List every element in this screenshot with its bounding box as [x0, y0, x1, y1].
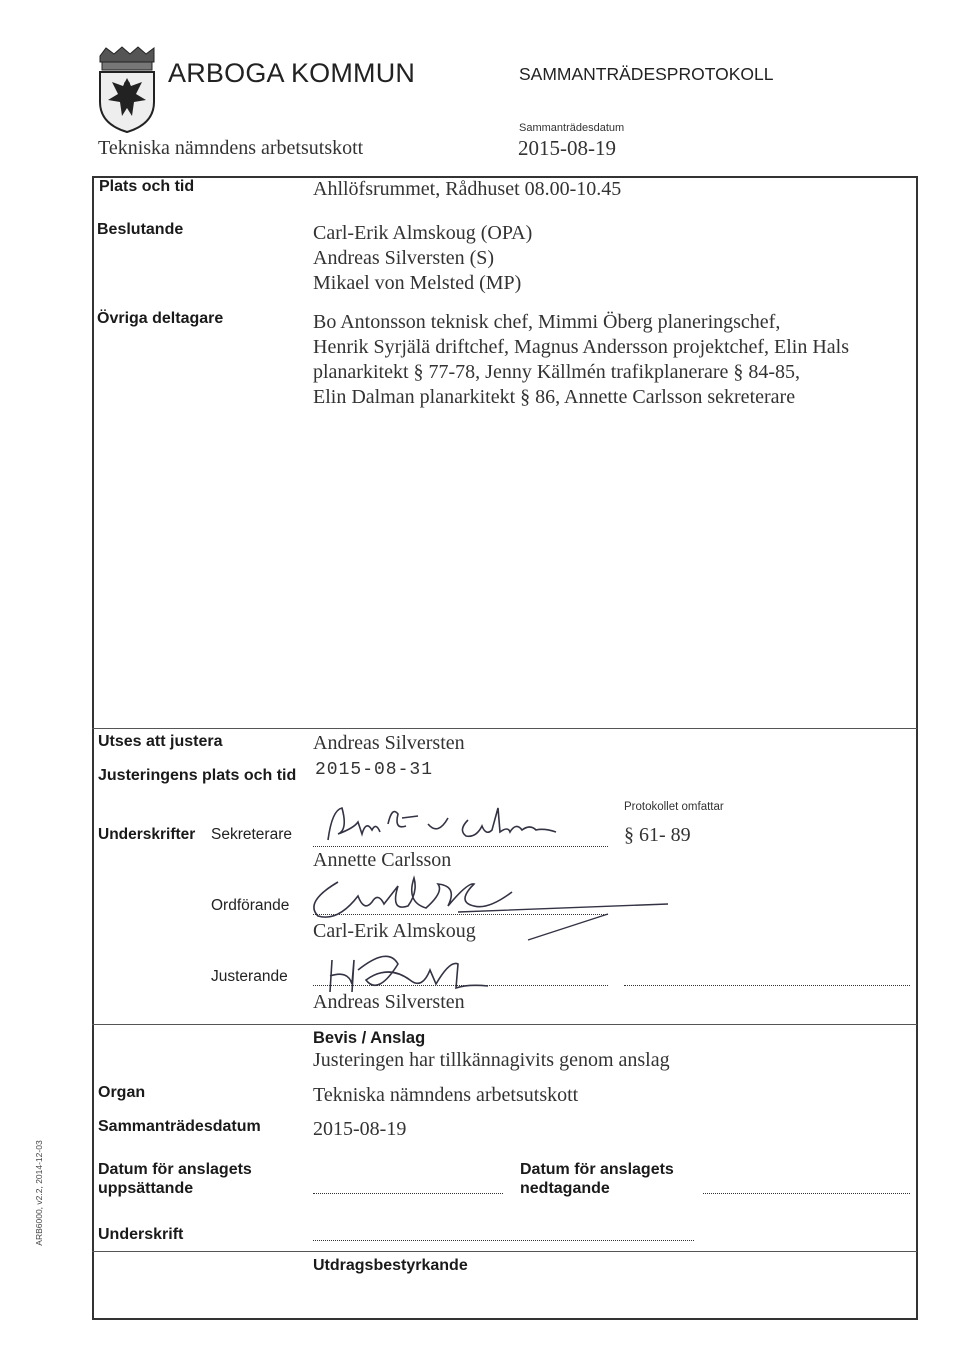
frame-bottom-line [92, 1318, 918, 1320]
participant-line: planarkitekt § 77-78, Jenny Källmén trafikplanerare § 84-85, [313, 361, 801, 383]
notice-date-label: Sammanträdesdatum [98, 1118, 261, 1135]
organ-value: Tekniska nämndens arbetsutskott [313, 1084, 579, 1106]
secretary-name: Annette Carlsson [313, 849, 452, 871]
decision-member: Carl-Erik Almskoug (OPA) [313, 222, 533, 244]
frame-left-line [92, 176, 94, 1319]
divider-notice [92, 1024, 917, 1025]
participant-line: Bo Antonsson teknisk chef, Mimmi Öberg planeringschef, [313, 311, 781, 333]
meeting-date-label: Sammanträdesdatum [519, 122, 625, 134]
adjuster-name: Andreas Silversten [313, 991, 465, 1013]
secretary-label: Sekreterare [211, 826, 292, 843]
divider-verification [92, 728, 917, 729]
notice-date-value: 2015-08-19 [313, 1118, 407, 1140]
municipality-name: ARBOGA KOMMUN [168, 58, 416, 88]
document-type: SAMMANTRÄDESPROTOKOLL [519, 64, 774, 84]
organ-label: Organ [98, 1084, 146, 1101]
chair-label: Ordförande [211, 897, 290, 914]
place-label: Plats och tid [99, 178, 195, 195]
meeting-date: 2015-08-19 [518, 136, 616, 160]
decision-member: Andreas Silversten (S) [313, 247, 495, 269]
other-participants-label: Övriga deltagare [97, 310, 224, 327]
signatures-label: Underskrifter [98, 826, 196, 843]
appointed-adjuster-label: Utses att justera [98, 733, 223, 750]
chair-name: Carl-Erik Almskoug [313, 920, 476, 942]
participant-line: Elin Dalman planarkitekt § 86, Annette Carlsson sekreterare [313, 386, 796, 408]
posted-date-label-line-1: Datum för anslagets [98, 1161, 252, 1178]
signature-field[interactable] [313, 1240, 694, 1241]
participant-line: Henrik Syrjälä driftchef, Magnus Andersson projektchef, Elin Hals [313, 336, 849, 358]
notice-text: Justeringen har tillkännagivits genom anslag [313, 1049, 670, 1071]
adjustment-place-label: Justeringens plats och tid [98, 767, 297, 784]
protocol-scope-label: Protokollet omfattar [624, 801, 724, 813]
notice-title: Bevis / Anslag [313, 1029, 426, 1047]
removed-date-field[interactable] [703, 1193, 910, 1194]
other-participants [313, 310, 849, 410]
protocol-scope-value: § 61- 89 [624, 824, 691, 846]
form-code: ARB6000, v2.2, 2014-12-03 [34, 1140, 44, 1246]
signature-label: Underskrift [98, 1226, 184, 1243]
posted-date-label [98, 1160, 252, 1198]
divider-certification [92, 1251, 917, 1252]
decision-member: Mikael von Melsted (MP) [313, 272, 522, 294]
adjustment-place-value: 2015-08-31 [315, 760, 434, 780]
posted-date-label-line-2: uppsättande [98, 1180, 194, 1197]
place-value: Ahllöfsrummet, Rådhuset 08.00-10.45 [313, 178, 622, 200]
removed-date-label-line-2: nedtagande [520, 1180, 610, 1197]
certification-label: Utdragsbestyrkande [313, 1257, 468, 1274]
committee-name: Tekniska nämndens arbetsutskott [98, 137, 364, 159]
decision-makers-label: Beslutande [97, 221, 184, 238]
removed-date-label-line-1: Datum för anslagets [520, 1161, 674, 1178]
removed-date-label [520, 1160, 674, 1198]
coat-of-arms-logo [96, 46, 158, 134]
frame-right-line [916, 176, 918, 1319]
appointed-adjuster-value: Andreas Silversten [313, 732, 465, 754]
adjuster-label: Justerande [211, 968, 288, 985]
second-adjuster-signature-line [624, 985, 910, 986]
secretary-signature [318, 800, 578, 850]
posted-date-field[interactable] [313, 1193, 503, 1194]
decision-members [313, 221, 532, 296]
